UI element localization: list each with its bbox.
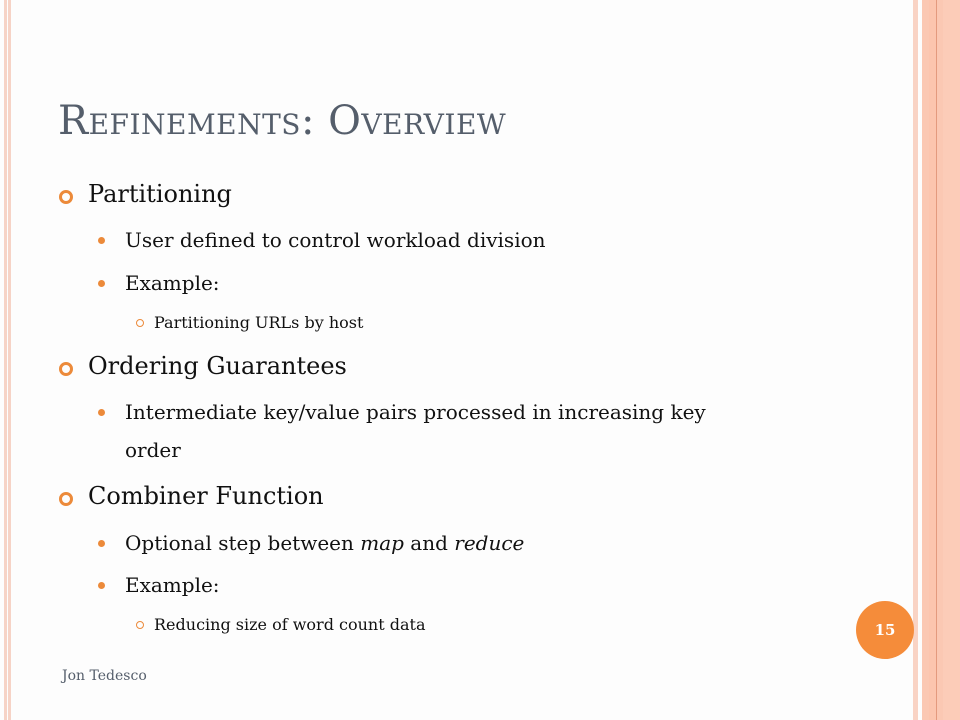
sub-list-item: Reducing size of word count data [154,615,426,634]
left-stripe-2 [8,0,11,720]
list-item-continuation: order [125,438,181,462]
sub-list-item: Partitioning URLs by host [154,313,364,332]
right-stripe-4 [943,0,960,720]
ring-bullet-icon [136,319,144,327]
right-stripe-1 [913,0,918,720]
left-stripe-1 [4,0,7,720]
list-item [125,531,524,555]
circle-bullet-icon [59,492,73,506]
list-item: User defined to control workload division [125,228,546,252]
circle-bullet-icon [59,362,73,376]
slide-title: Refinements: Overview [58,98,507,144]
ring-bullet-icon [136,621,144,629]
dot-bullet-icon [98,237,105,244]
section-heading: Combiner Function [88,482,324,510]
dot-bullet-icon [98,280,105,287]
circle-bullet-icon [59,190,73,204]
emphasis-reduce: reduce [454,531,525,555]
footer-author: Jon Tedesco [62,668,147,684]
page-number-badge: 15 [856,601,914,659]
list-item: Example: [125,271,220,295]
text: and [403,531,455,555]
dot-bullet-icon [98,409,105,416]
right-stripe-3 [929,0,936,720]
emphasis-map: map [360,531,404,555]
right-stripe-line [936,0,937,720]
list-item: Example: [125,573,220,597]
section-heading: Ordering Guarantees [88,352,347,380]
text: Optional step between [125,531,361,555]
dot-bullet-icon [98,540,105,547]
list-item: Intermediate key/value pairs processed in increasing key [125,400,706,424]
section-heading: Partitioning [88,180,232,208]
dot-bullet-icon [98,582,105,589]
